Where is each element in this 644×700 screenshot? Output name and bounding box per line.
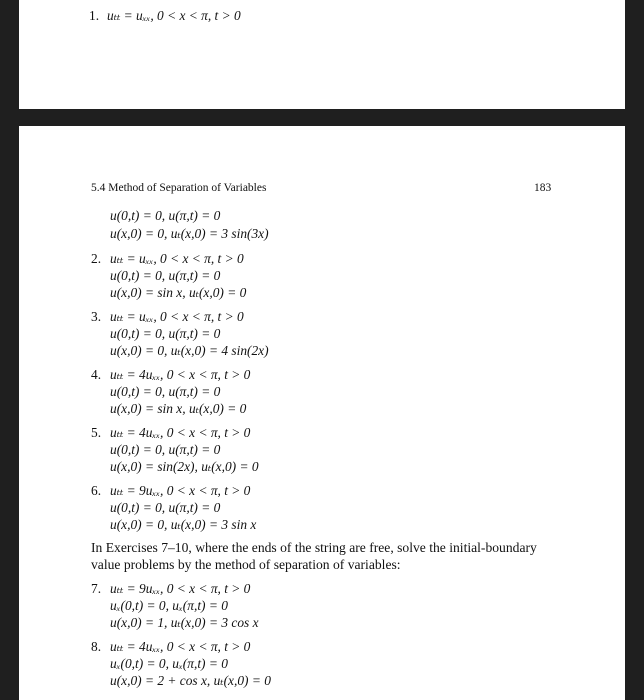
exercise-3-bc: u(0,t) = 0, u(π,t) = 0 [110,326,221,341]
exercise-1-equation: uₜₜ = uₓₓ, 0 < x < π, t > 0 [107,8,241,23]
exercise-5-pde: uₜₜ = 4uₓₓ, 0 < x < π, t > 0 [110,425,251,440]
page-number: 183 [534,182,552,194]
exercise-5-number: 5. [91,425,102,440]
exercise-5-ic: u(x,0) = sin(2x), uₜ(x,0) = 0 [110,459,259,474]
exercise-8-pde: uₜₜ = 4uₓₓ, 0 < x < π, t > 0 [110,639,251,654]
exercise-7-ic: u(x,0) = 1, uₜ(x,0) = 3 cos x [110,615,259,630]
instructions-line-2: value problems by the method of separation of variables: [91,557,401,572]
exercise-8-ic: u(x,0) = 2 + cos x, uₜ(x,0) = 0 [110,673,271,688]
exercise-1-ic: u(x,0) = 0, uₜ(x,0) = 3 sin(3x) [110,226,269,241]
section-title: 5.4 Method of Separation of Variables [91,182,267,194]
exercise-8-number: 8. [91,639,102,654]
exercise-2-pde: uₜₜ = uₓₓ, 0 < x < π, t > 0 [110,251,244,266]
exercise-7-number: 7. [91,581,102,596]
exercise-6-number: 6. [91,483,102,498]
exercise-7-pde: uₜₜ = 9uₓₓ, 0 < x < π, t > 0 [110,581,251,596]
page-top [19,0,625,109]
exercise-2-ic: u(x,0) = sin x, uₜ(x,0) = 0 [110,285,247,300]
instructions-line-1: In Exercises 7–10, where the ends of the string are free, solve the initial-boundary [91,540,537,555]
exercise-4-pde: uₜₜ = 4uₓₓ, 0 < x < π, t > 0 [110,367,251,382]
exercise-7-bc: uₓ(0,t) = 0, uₓ(π,t) = 0 [110,598,228,613]
exercise-2-number: 2. [91,251,102,266]
page-main [19,126,625,700]
exercise-5-bc: u(0,t) = 0, u(π,t) = 0 [110,442,221,457]
exercise-3-number: 3. [91,309,102,324]
exercise-8-bc: uₓ(0,t) = 0, uₓ(π,t) = 0 [110,656,228,671]
exercise-3-pde: uₜₜ = uₓₓ, 0 < x < π, t > 0 [110,309,244,324]
exercise-6-pde: uₜₜ = 9uₓₓ, 0 < x < π, t > 0 [110,483,251,498]
exercise-4-number: 4. [91,367,102,382]
exercise-1-number: 1. [89,8,100,23]
exercise-3-ic: u(x,0) = 0, uₜ(x,0) = 4 sin(2x) [110,343,269,358]
exercise-2-bc: u(0,t) = 0, u(π,t) = 0 [110,268,221,283]
exercise-1-bc: u(0,t) = 0, u(π,t) = 0 [110,208,221,223]
exercise-6-ic: u(x,0) = 0, uₜ(x,0) = 3 sin x [110,517,257,532]
exercise-4-ic: u(x,0) = sin x, uₜ(x,0) = 0 [110,401,247,416]
exercise-4-bc: u(0,t) = 0, u(π,t) = 0 [110,384,221,399]
exercise-6-bc: u(0,t) = 0, u(π,t) = 0 [110,500,221,515]
